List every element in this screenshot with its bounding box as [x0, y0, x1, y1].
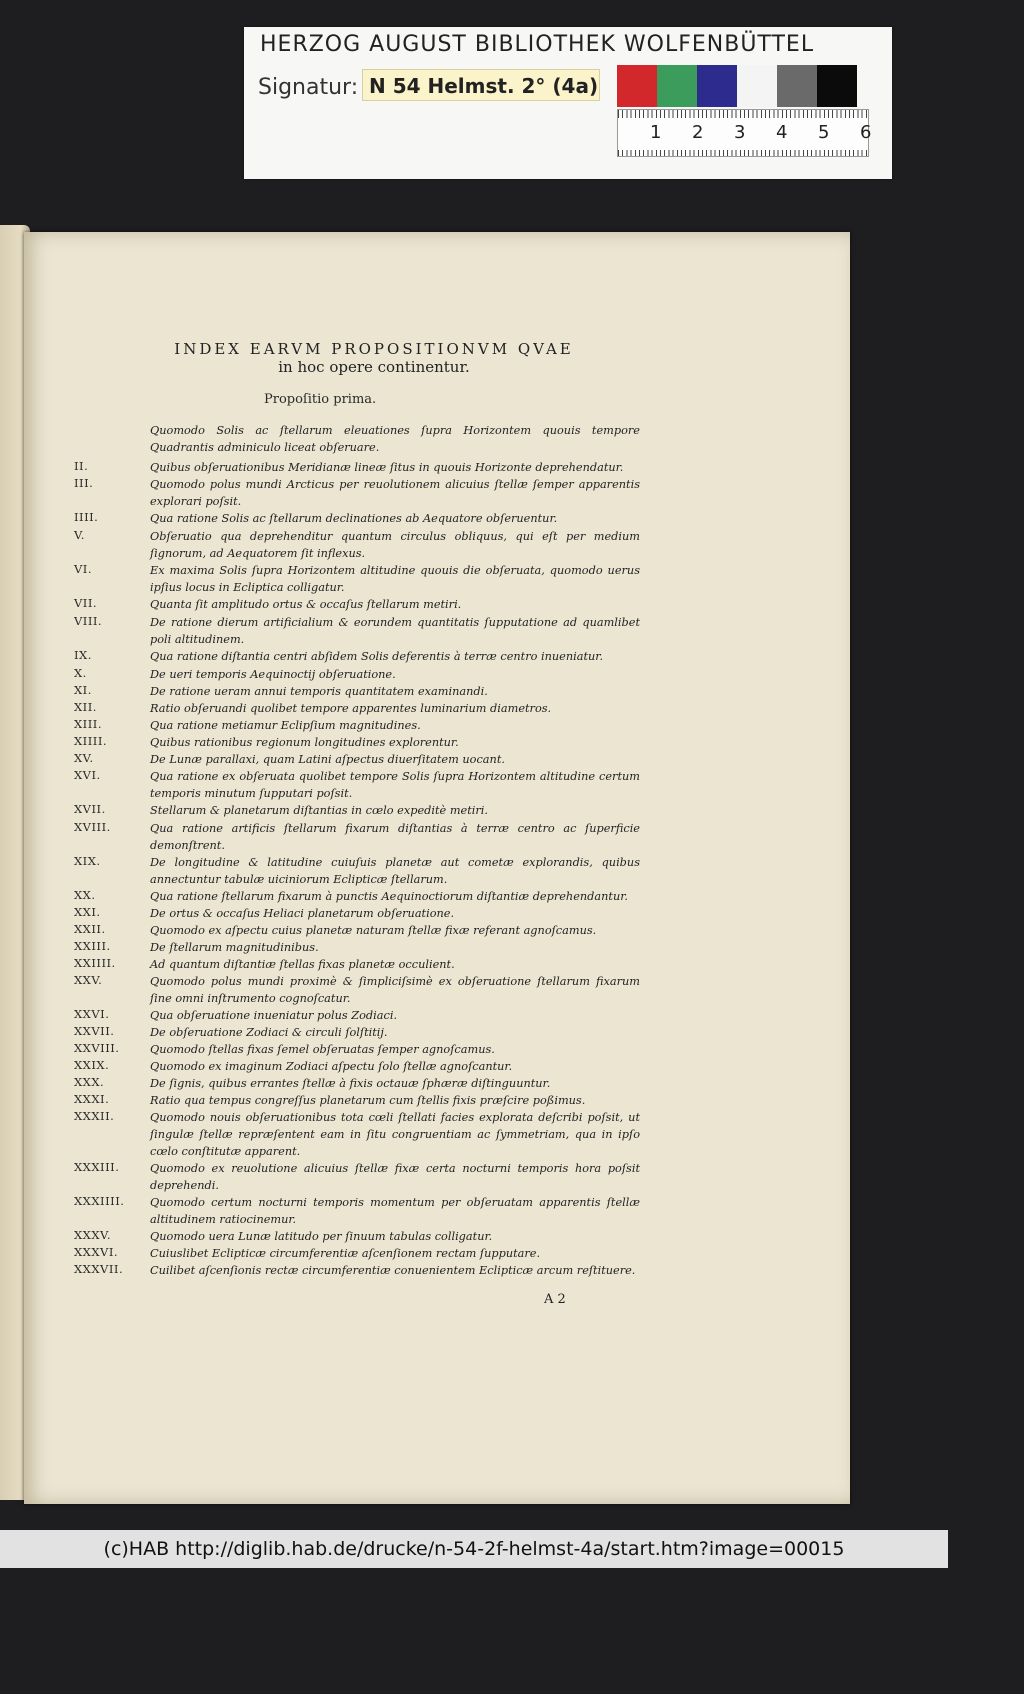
entry-text: De ratione dierum artificialium & eorundem quantitatis ſupputatione ad quamlibet poli altitudinem. — [150, 616, 640, 646]
entry-text: Obſeruatio qua deprehenditur quantum circulus obliquus, qui eſt per medium ſignorum, ad Aequatorem ſit inflexus. — [150, 530, 640, 560]
ruler-number: 2 — [692, 122, 704, 143]
swatch-black — [817, 65, 857, 107]
entry-text: De ſtellarum magnitudinibus. — [150, 941, 319, 954]
entry-text: Qua ratione artificis ſtellarum fixarum diſtantias à terræ centro ac ſuperficie demonſtrent. — [150, 822, 640, 852]
entry-numeral: XXXV. — [74, 1228, 112, 1242]
entry-text: Quomodo ex aſpectu cuius planetæ naturam ſtellæ fixæ referant agnoſcamus. — [150, 924, 597, 937]
entry-numeral: XXVIII. — [74, 1041, 120, 1055]
swatch-red — [617, 65, 657, 107]
entry-numeral: XXI. — [74, 905, 101, 919]
entry-numeral: XXVII. — [74, 1024, 115, 1038]
swatch-blue — [697, 65, 737, 107]
entry-numeral: XIII. — [74, 717, 102, 731]
entry-numeral: VII. — [74, 596, 98, 610]
swatch-green — [657, 65, 697, 107]
entry-text: Ex maxima Solis ſupra Horizontem altitudine quouis die obſeruata, quomodo uerus ipſius locus in Ecliptica colligatur. — [150, 564, 640, 594]
entry-numeral: XXXVI. — [74, 1245, 119, 1259]
entry-numeral: XXVI. — [74, 1007, 110, 1021]
entry-numeral: XII. — [74, 700, 97, 714]
entry-numeral: XV. — [74, 751, 94, 765]
entry-numeral: XXXI. — [74, 1092, 110, 1106]
entry-numeral: XIX. — [74, 854, 101, 868]
entry-numeral: XXXIIII. — [74, 1194, 125, 1208]
swatch-white — [737, 65, 777, 107]
entry-numeral: XI. — [74, 683, 92, 697]
entry-text: Quomodo certum nocturni temporis momentum per obſeruatam apparentis ſtellæ altitudinem ratiocinemur. — [150, 1196, 640, 1226]
entry-text: Qua obſeruatione inueniatur polus Zodiaci. — [150, 1009, 398, 1022]
ruler-number: 5 — [818, 122, 830, 143]
entry-text: Qua ratione ſtellarum fixarum à punctis Aequinoctiorum diſtantiæ deprehendantur. — [150, 890, 628, 903]
entry-text: De ueri temporis Aequinoctij obſeruatione. — [150, 668, 396, 681]
copyright-url-footer: (c)HAB http://diglib.hab.de/drucke/n-54-2f-helmst-4a/start.htm?image=00015 — [0, 1530, 948, 1568]
ruler-number: 6 — [860, 122, 872, 143]
entry-text: Qua ratione Solis ac ſtellarum declinationes ab Aequatore obſeruentur. — [150, 512, 558, 525]
entry-text: Qua ratione ex obſeruata quolibet tempore Solis ſupra Horizontem altitudine certum temporis minutum ſupputari poſsit. — [150, 770, 640, 800]
entry-text: Quomodo polus mundi proximè & ſimpliciſsimè ex obſeruatione ſtellarum fixarum ſine omni inſtrumento cognoſcatur. — [150, 975, 640, 1005]
library-name: HERZOG AUGUST BIBLIOTHEK WOLFENBÜTTEL — [260, 32, 815, 57]
entry-text: Quomodo ex reuolutione alicuius ſtellæ fixæ certa nocturni temporis hora poſsit deprehendi. — [150, 1162, 640, 1192]
entry-numeral: XXX. — [74, 1075, 105, 1089]
entry-text: Cuilibet aſcenſionis rectæ circumferentiæ conuenientem Eclipticæ arcum reſtituere. — [150, 1264, 636, 1277]
entry-numeral: XXXVII. — [74, 1262, 124, 1276]
index-heading: INDEX EARVM PROPOSITIONVM QVAE — [174, 340, 574, 358]
entry-numeral: XXIX. — [74, 1058, 110, 1072]
library-label-card — [244, 27, 892, 179]
entry-text: Quibus rationibus regionum longitudines explorentur. — [150, 736, 459, 749]
ruler-number: 3 — [734, 122, 746, 143]
signatur-label: Signatur: — [258, 75, 359, 100]
entry-text: De obſeruatione Zodiaci & circuli ſolſtitij. — [150, 1026, 388, 1039]
entry-numeral: XXIII. — [74, 939, 111, 953]
scale-ruler — [617, 109, 872, 157]
entry-numeral: XVIII. — [74, 820, 111, 834]
ruler-number: 1 — [650, 122, 662, 143]
entry-numeral: XIIII. — [74, 734, 108, 748]
entry-numeral: IX. — [74, 648, 92, 662]
entry-text: Ratio qua tempus congreſſus planetarum cum ſtellis fixis præſcire poßimus. — [150, 1094, 586, 1107]
entry-text: Quomodo uera Lunæ latitudo per ſinuum tabulas colligatur. — [150, 1230, 493, 1243]
entry-text: De ratione ueram annui temporis quantitatem examinandi. — [150, 685, 488, 698]
entry-text: De longitudine & latitudine cuiuſuis planetæ aut cometæ explorandis, quibus annectuntur tabulæ uiciniorum Eclipticæ ſtellarum. — [150, 856, 640, 886]
entry-text: Quanta ſit amplitudo ortus & occaſus ſtellarum metiri. — [150, 598, 462, 611]
entry-numeral: X. — [74, 666, 87, 680]
entry-numeral: XXXIII. — [74, 1160, 120, 1174]
entry-text: Quomodo Solis ac ſtellarum eleuationes ſupra Horizontem quouis tempore Quadrantis adminiculo liceat obſeruare. — [150, 424, 640, 454]
entry-numeral: VIII. — [74, 614, 103, 628]
entry-text: De ortus & occaſus Heliaci planetarum obſeruatione. — [150, 907, 455, 920]
signatur-value: N 54 Helmst. 2° (4a) — [362, 69, 600, 101]
entry-numeral: II. — [74, 459, 89, 473]
entry-text: De ſignis, quibus errantes ſtellæ à fixis octauæ ſphæræ diſtinguuntur. — [150, 1077, 551, 1090]
entry-text: Quomodo ſtellas fixas ſemel obſeruatas ſemper agnoſcamus. — [150, 1043, 495, 1056]
entry-numeral: XX. — [74, 888, 96, 902]
color-calibration-swatches — [617, 65, 857, 107]
entry-text: De Lunæ parallaxi, quam Latini aſpectus diuerſitatem uocant. — [150, 753, 505, 766]
ruler-number: 4 — [776, 122, 788, 143]
entry-numeral: VI. — [74, 562, 93, 576]
entry-text: Quibus obſeruationibus Meridianæ lineæ ſitus in quouis Horizonte deprehendatur. — [150, 461, 624, 474]
entry-text: Quomodo nouis obſeruationibus tota cœli ſtellati facies explorata deſcribi poſsit, ut ſingulæ ſtellæ repræſentent eam in ſitu congruentiam ac ſymmetriam, qua in ipſo cœlo conſtitutæ apparent. — [150, 1111, 640, 1158]
entry-text: Qua ratione metiamur Eclipſium magnitudines. — [150, 719, 421, 732]
entry-numeral: XXV. — [74, 973, 103, 987]
signature-mark: A 2 — [544, 1292, 566, 1307]
entry-numeral: XXXII. — [74, 1109, 115, 1123]
entry-text: Quomodo polus mundi Arcticus per reuolutionem alicuius ſtellæ ſemper apparentis explorari poſsit. — [150, 478, 640, 508]
entry-text: Ratio obſeruandi quolibet tempore apparentes luminarium diametros. — [150, 702, 552, 715]
entry-text: Quomodo ex imaginum Zodiaci aſpectu ſolo ſtellæ agnoſcantur. — [150, 1060, 513, 1073]
first-proposition-label: Propoſitio prima. — [264, 392, 377, 407]
index-subheading: in hoc opere continentur. — [278, 358, 470, 376]
entry-text: Ad quantum diſtantiæ ſtellas fixas planetæ occulient. — [150, 958, 455, 971]
entry-text: Stellarum & planetarum diſtantias in cœlo expeditè metiri. — [150, 804, 488, 817]
entry-numeral: V. — [74, 528, 85, 542]
ruler-ticks — [618, 150, 868, 156]
entry-text: Cuiuslibet Eclipticæ circumferentiæ aſcenſionem rectam ſupputare. — [150, 1247, 541, 1260]
swatch-gray — [777, 65, 817, 107]
entry-text: Qua ratione diſtantia centri abſidem Solis deferentis à terræ centro inueniatur. — [150, 650, 604, 663]
entry-numeral: III. — [74, 476, 94, 490]
book-page — [24, 232, 850, 1504]
entry-numeral: XVII. — [74, 802, 106, 816]
entry-numeral: XXII. — [74, 922, 106, 936]
entry-numeral: XXIIII. — [74, 956, 116, 970]
entry-numeral: IIII. — [74, 510, 99, 524]
entry-numeral: XVI. — [74, 768, 101, 782]
